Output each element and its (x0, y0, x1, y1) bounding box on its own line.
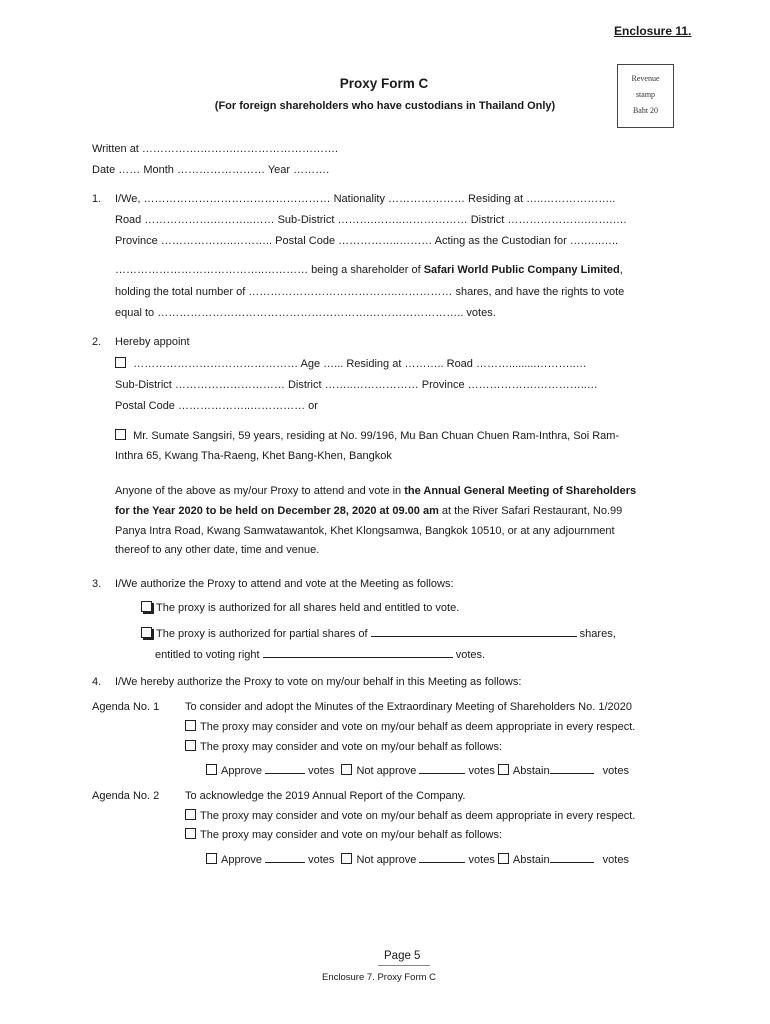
agenda-2-as-follows-checkbox[interactable] (185, 828, 196, 839)
meeting-name: the Annual General Meeting of Shareholders (404, 485, 637, 497)
agenda-1-abstain-votes-field[interactable] (550, 763, 594, 774)
s3-option-partial-text: The proxy is authorized for partial shares of (156, 628, 368, 640)
page-number: Page 5 (384, 950, 421, 962)
s1-line-6: equal to ………………………………………………….…………………….. votes. (115, 307, 496, 319)
agenda-2-as-follows-text: The proxy may consider and vote on my/our behalf as follows: (200, 829, 503, 841)
shares-label: shares, (579, 628, 616, 640)
revenue-stamp-box (617, 64, 674, 128)
votes-label: votes (602, 854, 629, 866)
proxy-custom-checkbox[interactable] (115, 357, 126, 368)
agenda-2-abstain-votes-field[interactable] (550, 852, 594, 863)
agenda-1-not-approve-checkbox[interactable] (341, 764, 352, 775)
stamp-line-3: Baht 20 (632, 106, 659, 115)
s1-line-3: Province ………………..……….. Postal Code ……………..……… Acting as the Custodian for ….…..….. (115, 235, 619, 247)
s2-line-3: Sub-District ………………………… District ……..……………… Province ……………….…………..… (115, 379, 598, 391)
section-2-number: 2. (92, 336, 102, 348)
enclosure-label: Enclosure 11. (614, 24, 692, 38)
s2-line-2 (115, 357, 587, 370)
s1-line-1: I/We, …………………………………………… Nationality ………………… Residing at …..……………….. (115, 193, 616, 205)
agenda-1-label: Agenda No. 1 (92, 701, 160, 713)
voting-right-field[interactable] (263, 647, 453, 658)
agenda-2-option-as-follows (185, 828, 502, 841)
stamp-line-2: stamp (635, 90, 656, 99)
partial-shares-checkbox[interactable] (141, 627, 152, 638)
agenda-2-option-discretion (185, 809, 635, 822)
s2-para-1 (115, 485, 636, 497)
agenda-2-label: Agenda No. 2 (92, 790, 160, 802)
meeting-date: for the Year 2020 to be held on December 28, 2020 at 09.00 am (115, 505, 439, 517)
s3-option-all-text: The proxy is authorized for all shares held and entitled to vote. (156, 602, 460, 614)
votes-label: votes (308, 765, 335, 777)
agenda-2-not-approve-checkbox[interactable] (341, 853, 352, 864)
s2-line-1: Hereby appoint (115, 336, 190, 348)
s2-line-2-text: ……………………………………… Age …... Residing at ……….. Road ……….........………..… (133, 358, 587, 370)
all-shares-checkbox[interactable] (141, 601, 152, 612)
agenda-1-option-as-follows (185, 740, 502, 753)
s2-para-4: thereof to any other date, time and venue. (115, 544, 320, 556)
approve-label: Approve (221, 765, 262, 777)
footer-divider (378, 965, 430, 966)
agenda-1-vote-row (206, 763, 629, 777)
not-approve-label: Not approve (356, 854, 417, 866)
s2-para-2 (115, 505, 622, 517)
stamp-line-1: Revenue (631, 74, 660, 83)
section-3-number: 3. (92, 578, 102, 590)
s2-para-3: Panya Intra Road, Kwang Samwatawantok, Khet Klongsamwa, Bangkok 10510, or at any adjournment (115, 525, 615, 537)
written-at-line: Written at …………….……….………………………. (92, 143, 339, 155)
votes-label: votes (468, 765, 495, 777)
s2-para-2-text: at the River Safari Restaurant, No.99 (438, 505, 623, 517)
votes-label: votes (308, 854, 335, 866)
agenda-2-text: To acknowledge the 2019 Annual Report of the Company. (185, 790, 466, 802)
section-1-number: 1. (92, 193, 102, 205)
company-name: Safari World Public Company Limited (423, 264, 620, 276)
not-approve-label: Not approve (356, 765, 417, 777)
form-subtitle: (For foreign shareholders who have custodians in Thailand Only) (214, 100, 556, 112)
agenda-1-not-approve-votes-field[interactable] (419, 763, 465, 774)
agenda-1-discretion-checkbox[interactable] (185, 720, 196, 731)
s3-line-1: I/We authorize the Proxy to attend and vote at the Meeting as follows: (115, 578, 454, 590)
section-4-number: 4. (92, 676, 102, 688)
s1-line-4-end: , (619, 264, 623, 276)
votes-label: votes (468, 854, 495, 866)
s1-line-4 (115, 264, 623, 276)
agenda-1-text: To consider and adopt the Minutes of the Extraordinary Meeting of Shareholders No. 1/2020 (185, 701, 632, 713)
agenda-2-approve-checkbox[interactable] (206, 853, 217, 864)
agenda-2-vote-row (206, 852, 629, 866)
agenda-2-discretion-text: The proxy may consider and vote on my/our behalf as deem appropriate in every respect. (200, 810, 636, 822)
agenda-1-option-discretion (185, 720, 635, 733)
agenda-1-approve-votes-field[interactable] (265, 763, 305, 774)
s2-line-4: Postal Code ………………..…………… or (115, 400, 318, 412)
voting-right-label: entitled to voting right (155, 649, 260, 661)
form-title: Proxy Form C (339, 76, 429, 91)
partial-shares-field[interactable] (371, 626, 577, 637)
s2-para-1-text: Anyone of the above as my/our Proxy to attend and vote in (115, 485, 405, 497)
s1-line-5: holding the total number of …………………………………..…………… shares, and have the rights to vote (115, 286, 625, 298)
s3-option-all-shares (141, 601, 459, 614)
s3-option-partial-shares (141, 626, 616, 640)
s2-line-5 (115, 429, 619, 442)
agenda-1-discretion-text: The proxy may consider and vote on my/our behalf as deem appropriate in every respect. (200, 721, 636, 733)
abstain-label: Abstain (512, 854, 550, 866)
proxy-sumate-checkbox[interactable] (115, 429, 126, 440)
s2-line-6: Inthra 65, Kwang Tha-Raeng, Khet Bang-Khen, Bangkok (115, 450, 392, 462)
votes-label: votes (602, 765, 629, 777)
s3-voting-right (155, 647, 485, 661)
agenda-1-approve-checkbox[interactable] (206, 764, 217, 775)
agenda-2-not-approve-votes-field[interactable] (419, 852, 465, 863)
date-line: Date …… Month …………………… Year ………. (92, 164, 330, 176)
footer-enclosure: Enclosure 7. Proxy Form C (322, 972, 437, 983)
s4-line-1: I/We hereby authorize the Proxy to vote on my/our behalf in this Meeting as follows: (115, 676, 522, 688)
s2-line-5-text: Mr. Sumate Sangsiri, 59 years, residing at No. 99/196, Mu Ban Chuan Chuen Ram-Inthra, Soi Ram- (133, 430, 620, 442)
agenda-2-approve-votes-field[interactable] (265, 852, 305, 863)
approve-label: Approve (221, 854, 262, 866)
agenda-1-as-follows-text: The proxy may consider and vote on my/our behalf as follows: (200, 741, 503, 753)
agenda-1-as-follows-checkbox[interactable] (185, 740, 196, 751)
s1-line-4-text: …………………………………..………… being a shareholder of (115, 264, 424, 276)
agenda-1-abstain-checkbox[interactable] (498, 764, 509, 775)
votes-label: votes. (455, 649, 486, 661)
agenda-2-abstain-checkbox[interactable] (498, 853, 509, 864)
abstain-label: Abstain (512, 765, 550, 777)
s1-line-2: Road ……………….………..…… Sub-District ……….……..……………… District ………………….…….…. (115, 214, 627, 226)
agenda-2-discretion-checkbox[interactable] (185, 809, 196, 820)
